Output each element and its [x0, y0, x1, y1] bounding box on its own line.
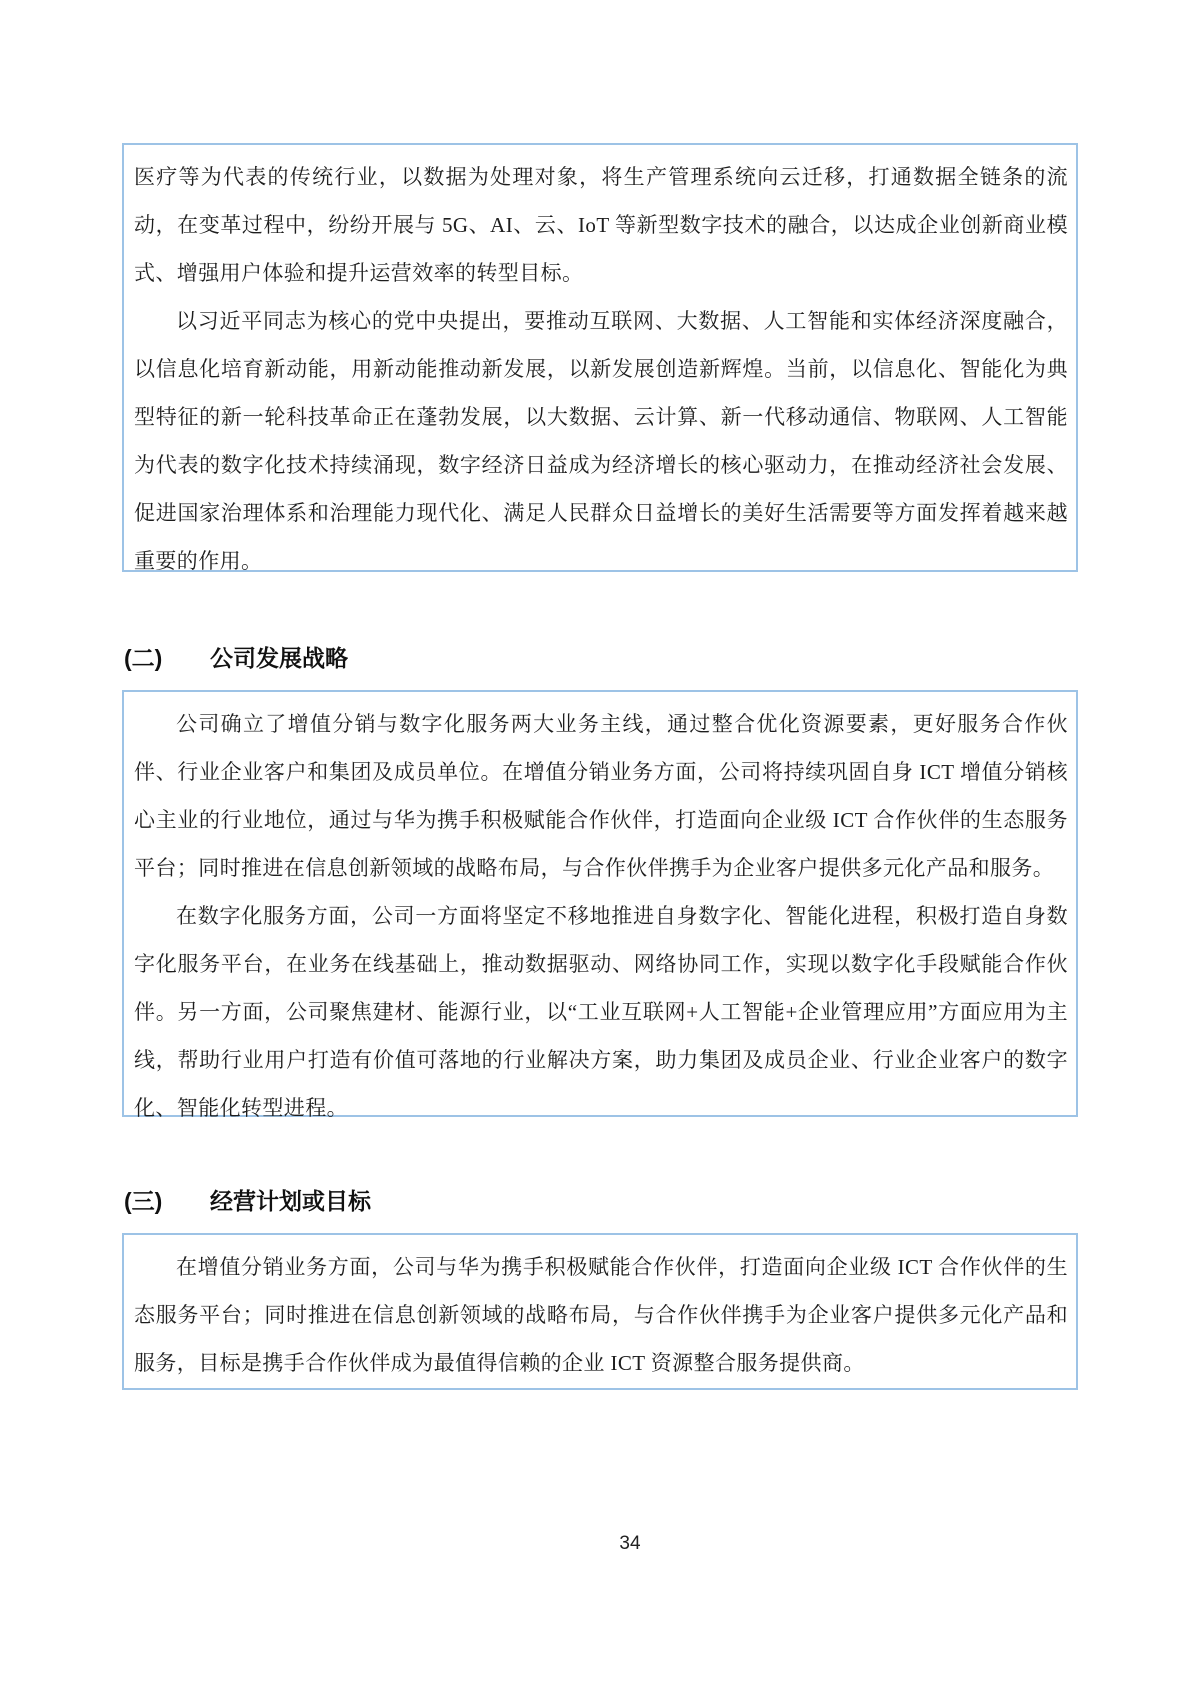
intro-paragraph-2: 以习近平同志为核心的党中央提出，要推动互联网、大数据、人工智能和实体经济深度融合，以信息化培育新动能，用新动能推动新发展，以新发展创造新辉煌。当前，以信息化、智能化为典型特征的新一轮科技革命正在蓬勃发展，以大数据、云计算、新一代移动通信、物联网、人工智能为代表的数字化技术持续涌现，数字经济日益成为经济增长的核心驱动力，在推动经济社会发展、促进国家治理体系和治理能力现代化、满足人民群众日益增长的美好生活需要等方面发挥着越来越重要的作用。 — [134, 309, 1068, 573]
section-heading-company-strategy — [124, 640, 348, 673]
intro-text-box — [122, 143, 1078, 572]
business-plan-text-box — [122, 1233, 1078, 1390]
strategy-paragraph-1: 公司确立了增值分销与数字化服务两大业务主线，通过整合优化资源要素，更好服务合作伙伴、行业企业客户和集团及成员单位。在增值分销业务方面，公司将持续巩固自身 ICT 增值分销核心主业的行业地位，通过与华为携手积极赋能合作伙伴，打造面向企业级 ICT 合作伙伴的生态服务平台；同时推进在信息创新领域的战略布局，与合作伙伴携手为企业客户提供多元化产品和服务。 — [134, 712, 1068, 880]
section-title: 经营计划或目标 — [210, 1188, 371, 1214]
section-number: (三) — [124, 1188, 163, 1214]
business-plan-paragraph-1: 在增值分销业务方面，公司与华为携手积极赋能合作伙伴，打造面向企业级 ICT 合作伙伴的生态服务平台；同时推进在信息创新领域的战略布局，与合作伙伴携手为企业客户提供多元化产品和服务，目标是携手合作伙伴成为最值得信赖的企业 ICT 资源整合服务提供商。 — [134, 1255, 1068, 1375]
page-number — [0, 1533, 1200, 1555]
company-strategy-text-box — [122, 690, 1078, 1120]
section-heading-business-plan — [124, 1183, 371, 1216]
section-title: 公司发展战略 — [210, 645, 348, 671]
intro-paragraph-1: 医疗等为代表的传统行业，以数据为处理对象，将生产管理系统向云迁移，打通数据全链条的流动，在变革过程中，纷纷开展与 5G、AI、云、IoT 等新型数字技术的融合，以达成企业创新商业模式、增强用户体验和提升运营效率的转型目标。 — [134, 165, 1068, 285]
section-number: (二) — [124, 645, 163, 671]
strategy-paragraph-2: 在数字化服务方面，公司一方面将坚定不移地推进自身数字化、智能化进程，积极打造自身数字化服务平台，在业务在线基础上，推动数据驱动、网络协同工作，实现以数字化手段赋能合作伙伴。另一方面，公司聚焦建材、能源行业，以“工业互联网+人工智能+企业管理应用”方面应用为主线，帮助行业用户打造有价值可落地的行业解决方案，助力集团及成员企业、行业企业客户的数字化、智能化转型进程。 — [134, 904, 1068, 1120]
page-number-value: 34 — [619, 1533, 641, 1554]
